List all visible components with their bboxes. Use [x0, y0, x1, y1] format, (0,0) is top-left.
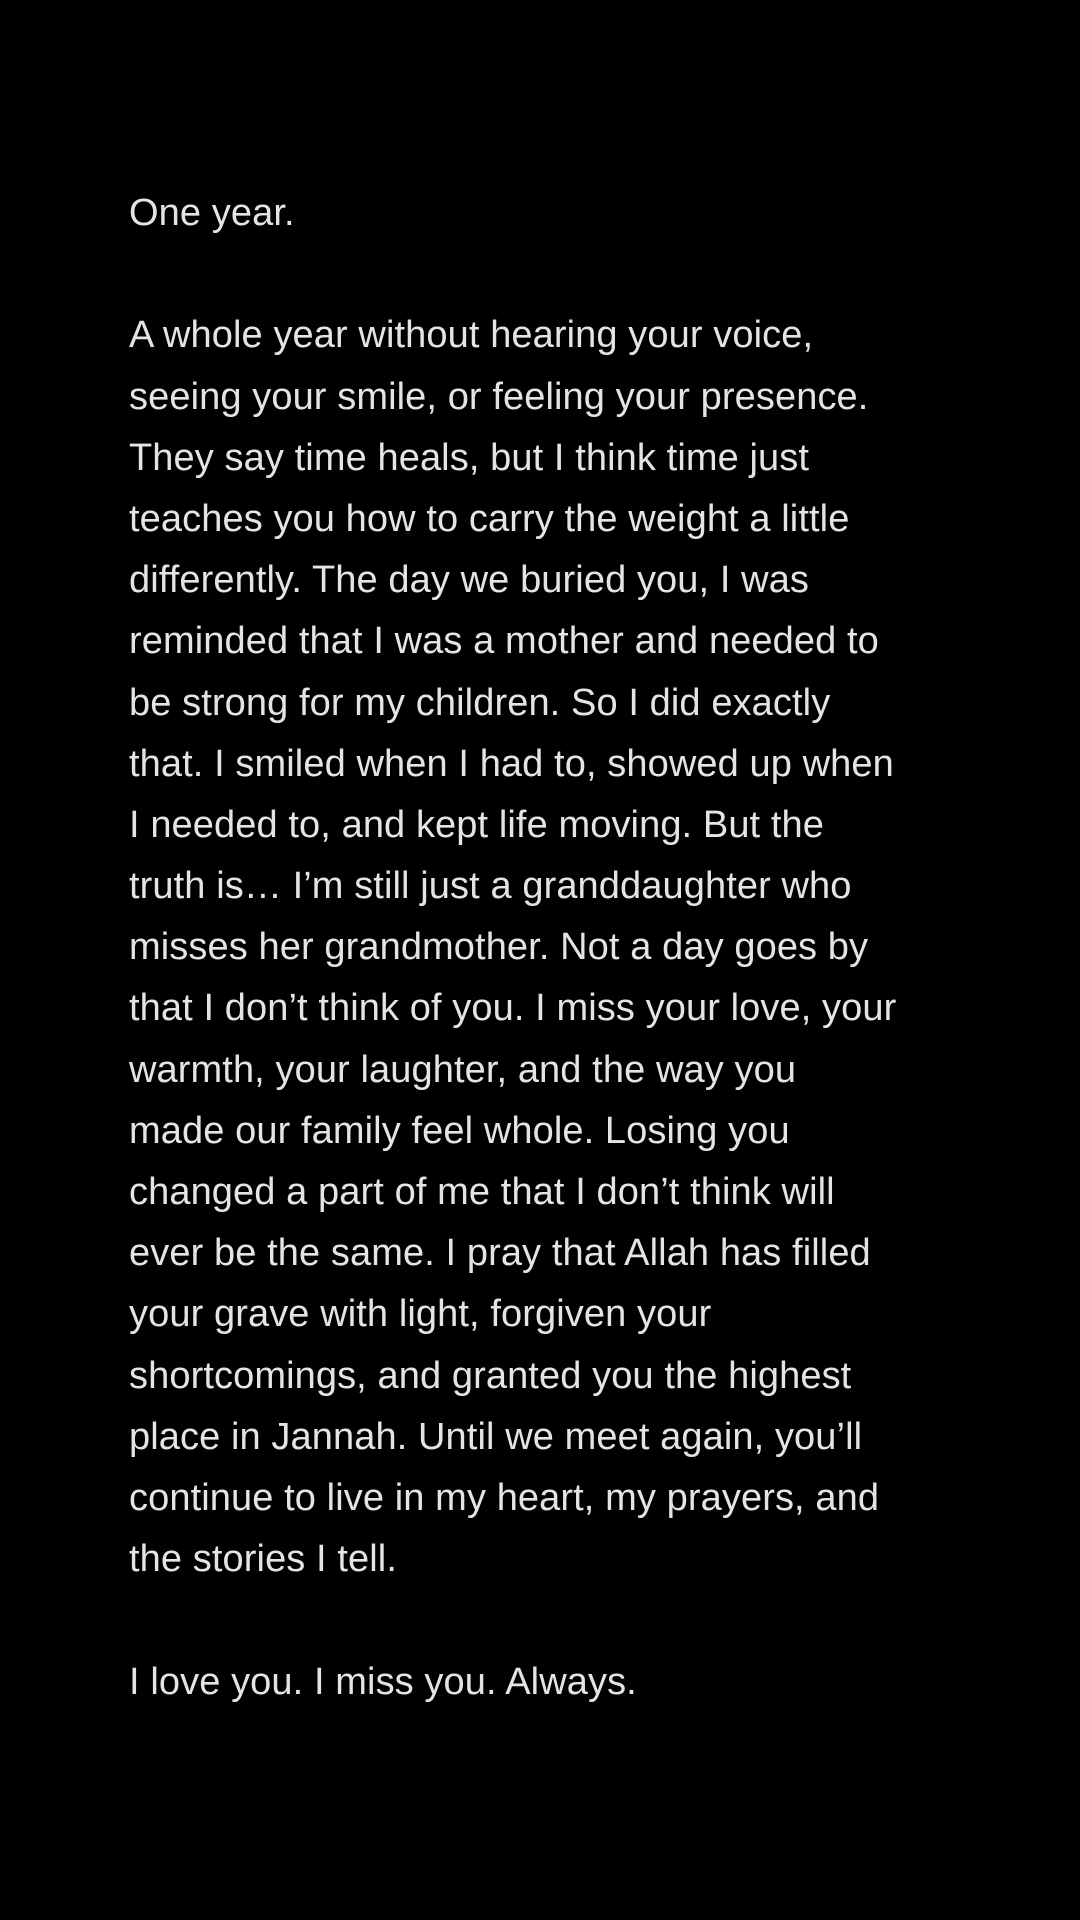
- note-body-line: continue to live in my heart, my prayers, and: [129, 1476, 880, 1519]
- note-body-line: changed a part of me that I don’t think will: [129, 1171, 835, 1213]
- note-body-line: that I don’t think of you. I miss your love, your: [129, 987, 897, 1030]
- note-body-line: that. I smiled when I had to, showed up when: [129, 742, 894, 785]
- note-body-line: They say time heals, but I think time just: [129, 436, 810, 479]
- note-body-line: reminded that I was a mother and needed to: [129, 620, 879, 663]
- note-body-line: be strong for my children. So I did exactly: [129, 681, 831, 724]
- note-body-line: your grave with light, forgiven your: [129, 1293, 712, 1336]
- note-body-line: the stories I tell.: [129, 1538, 398, 1581]
- note-body-line: seeing your smile, or feeling your presence.: [129, 375, 869, 418]
- note-body-line: shortcomings, and granted you the highest: [129, 1354, 852, 1397]
- note-body-line: warmth, your laughter, and the way you: [129, 1048, 797, 1091]
- note-body-line: A whole year without hearing your voice,: [129, 314, 814, 357]
- note-body-line: misses her grandmother. Not a day goes by: [129, 926, 869, 969]
- note-body-line: teaches you how to carry the weight a little: [129, 497, 850, 540]
- note-body-line: ever be the same. I pray that Allah has filled: [129, 1232, 871, 1275]
- note-body-line: differently. The day we buried you, I was: [129, 559, 810, 602]
- note-body-line: made our family feel whole. Losing you: [129, 1109, 790, 1152]
- note-body-line: truth is… I’m still just a granddaughter who: [129, 865, 852, 908]
- note-text-block: [129, 183, 959, 1713]
- paragraph-gap: [129, 1590, 959, 1651]
- note-body-line: place in Jannah. Until we meet again, you’ll: [129, 1415, 863, 1458]
- paragraph-gap: [129, 244, 959, 305]
- note-closing-line: I love you. I miss you. Always.: [129, 1660, 637, 1703]
- note-opening-line: One year.: [129, 192, 295, 234]
- note-body-line: I needed to, and kept life moving. But the: [129, 803, 824, 846]
